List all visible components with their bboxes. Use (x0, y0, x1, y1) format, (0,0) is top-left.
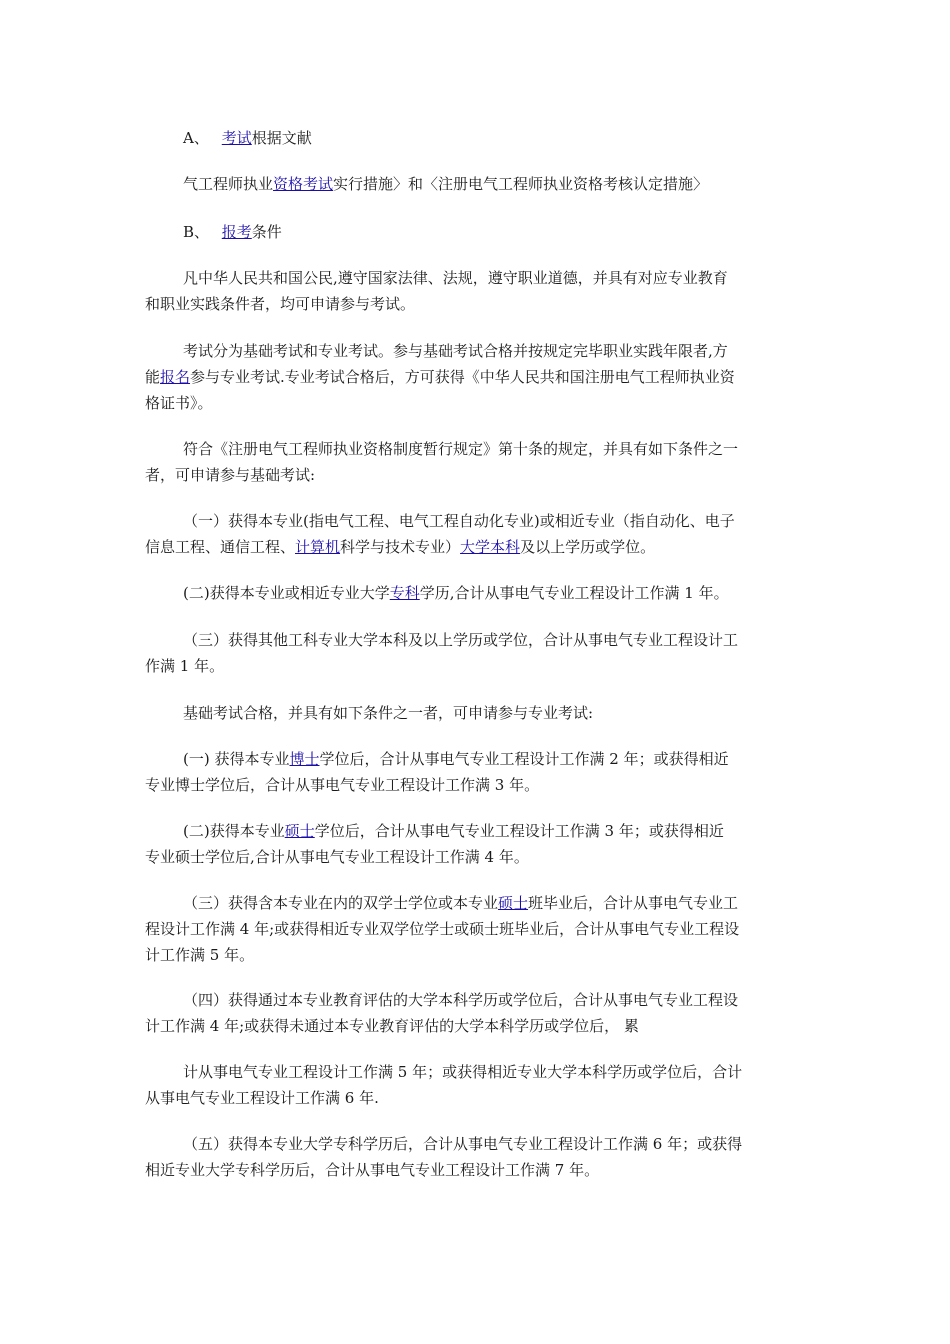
link-exam[interactable]: 考试 (221, 129, 252, 147)
link-junior-college[interactable]: 专科 (389, 584, 420, 602)
paragraph-exam-structure (145, 338, 807, 416)
basis-paragraph (145, 171, 807, 197)
c5-line2: 相近专业大学专科学历后，合计从事电气专业工程设计工作满 7 年。 (145, 1161, 600, 1179)
c1-line2: 专业博士学位后，合计从事电气专业工程设计工作满 3 年。 (145, 776, 540, 794)
c2-line1-b: 学位后，合计从事电气专业工程设计工作满 3 年；或获得相近 (314, 822, 724, 840)
c2-line1-a: (二)获得本专业 (183, 822, 285, 840)
c5-line1: （五）获得本专业大学专科学历后，合计从事电气专业工程设计工作满 6 年；或获得 (183, 1135, 743, 1153)
pro-condition-2 (145, 818, 807, 870)
section-b-heading (145, 219, 807, 245)
p2-line1: 考试分为基础考试和专业考试。参与基础考试合格并按规定完毕职业实践年限者,方 (183, 342, 728, 360)
basic-condition-1 (145, 508, 807, 560)
b1-line2-c: 及以上学历或学位。 (520, 538, 656, 556)
b3-line2: 作满 1 年。 (145, 657, 225, 675)
basis-text-b: 实行措施〉和〈注册电气工程师执业资格考核认定措施〉 (333, 175, 709, 193)
b1-line2-b: 科学与技术专业） (340, 538, 461, 556)
c4b-line2: 从事电气专业工程设计工作满 6 年. (145, 1089, 379, 1107)
p3-line1: 符合《注册电气工程师执业资格制度暂行规定》第十条的规定，并具有如下条件之一 (183, 440, 739, 458)
link-masters[interactable]: 硕士 (284, 822, 315, 840)
section-a-heading (145, 125, 807, 151)
b3-line1: （三）获得其他工科专业大学本科及以上学历或学位，合计从事电气专业工程设计工 (183, 631, 739, 649)
link-signup[interactable]: 报名 (160, 368, 191, 386)
paragraph-professional-exam-conditions (145, 700, 807, 726)
link-masters-class[interactable]: 硕士 (498, 894, 529, 912)
pro-condition-3 (145, 890, 807, 968)
p1-line1: 凡中华人民共和国公民,遵守国家法律、法规，遵守职业道德，并具有对应专业教育 (183, 269, 728, 287)
p4-line1: 基础考试合格，并具有如下条件之一者，可申请参与专业考试: (183, 704, 594, 722)
c4-line1: （四）获得通过本专业教育评估的大学本科学历或学位后，合计从事电气专业工程设 (183, 991, 739, 1009)
p3-line2: 者，可申请参与基础考试: (145, 466, 316, 484)
section-b-prefix: B、 (183, 223, 210, 241)
c3-line2: 程设计工作满 4 年;或获得相近专业双学位学士或硕士班毕业后，合计从事电气专业工程设 (145, 920, 740, 938)
section-a-prefix: A、 (183, 129, 209, 147)
basis-text-a: 气工程师执业 (183, 175, 274, 193)
c1-line1-a: (一) 获得本专业 (183, 750, 290, 768)
b1-line2-a: 信息工程、通信工程、 (145, 538, 296, 556)
link-undergraduate[interactable]: 大学本科 (460, 538, 521, 556)
basic-condition-3 (145, 627, 807, 679)
section-a-text: 根据文献 (251, 129, 312, 147)
c4-line2: 计工作满 4 年;或获得未通过本专业教育评估的大学本科学历或学位后， 累 (145, 1017, 639, 1035)
p1-line2: 和职业实践条件者，均可申请参与考试。 (145, 295, 416, 313)
paragraph-eligibility (145, 265, 807, 317)
c3-line1-a: （三）获得含本专业在内的双学士学位或本专业 (183, 894, 499, 912)
c3-line1-b: 班毕业后，合计从事电气专业工 (528, 894, 739, 912)
pro-condition-1 (145, 746, 807, 798)
link-doctorate[interactable]: 博士 (289, 750, 320, 768)
basic-condition-2 (145, 580, 807, 606)
b1-line1: （一）获得本专业(指电气工程、电气工程自动化专业)或相近专业（指自动化、电子 (183, 512, 735, 530)
c3-line3: 计工作满 5 年。 (145, 946, 255, 964)
c4b-line1: 计从事电气专业工程设计工作满 5 年；或获得相近专业大学本科学历或学位后，合计 (183, 1063, 743, 1081)
p2-line2-a: 能 (145, 368, 161, 386)
paragraph-basic-exam-conditions (145, 436, 807, 488)
c1-line1-b: 学位后，合计从事电气专业工程设计工作满 2 年；或获得相近 (319, 750, 729, 768)
link-computer[interactable]: 计算机 (295, 538, 341, 556)
pro-condition-4-continued (145, 1059, 807, 1111)
b2-text-a: (二)获得本专业或相近专业大学 (183, 584, 390, 602)
link-register[interactable]: 报考 (221, 223, 252, 241)
section-b-text: 条件 (251, 223, 282, 241)
pro-condition-5 (145, 1131, 807, 1183)
b2-text-b: 学历,合计从事电气专业工程设计工作满 1 年。 (419, 584, 729, 602)
p2-line3: 格证书》。 (145, 394, 213, 412)
link-qualification-exam[interactable]: 资格考试 (273, 175, 334, 193)
pro-condition-4 (145, 987, 807, 1039)
p2-line2-b: 参与专业考试.专业考试合格后，方可获得《中华人民共和国注册电气工程师执业资 (190, 368, 735, 386)
c2-line2: 专业硕士学位后,合计从事电气专业工程设计工作满 4 年。 (145, 848, 529, 866)
